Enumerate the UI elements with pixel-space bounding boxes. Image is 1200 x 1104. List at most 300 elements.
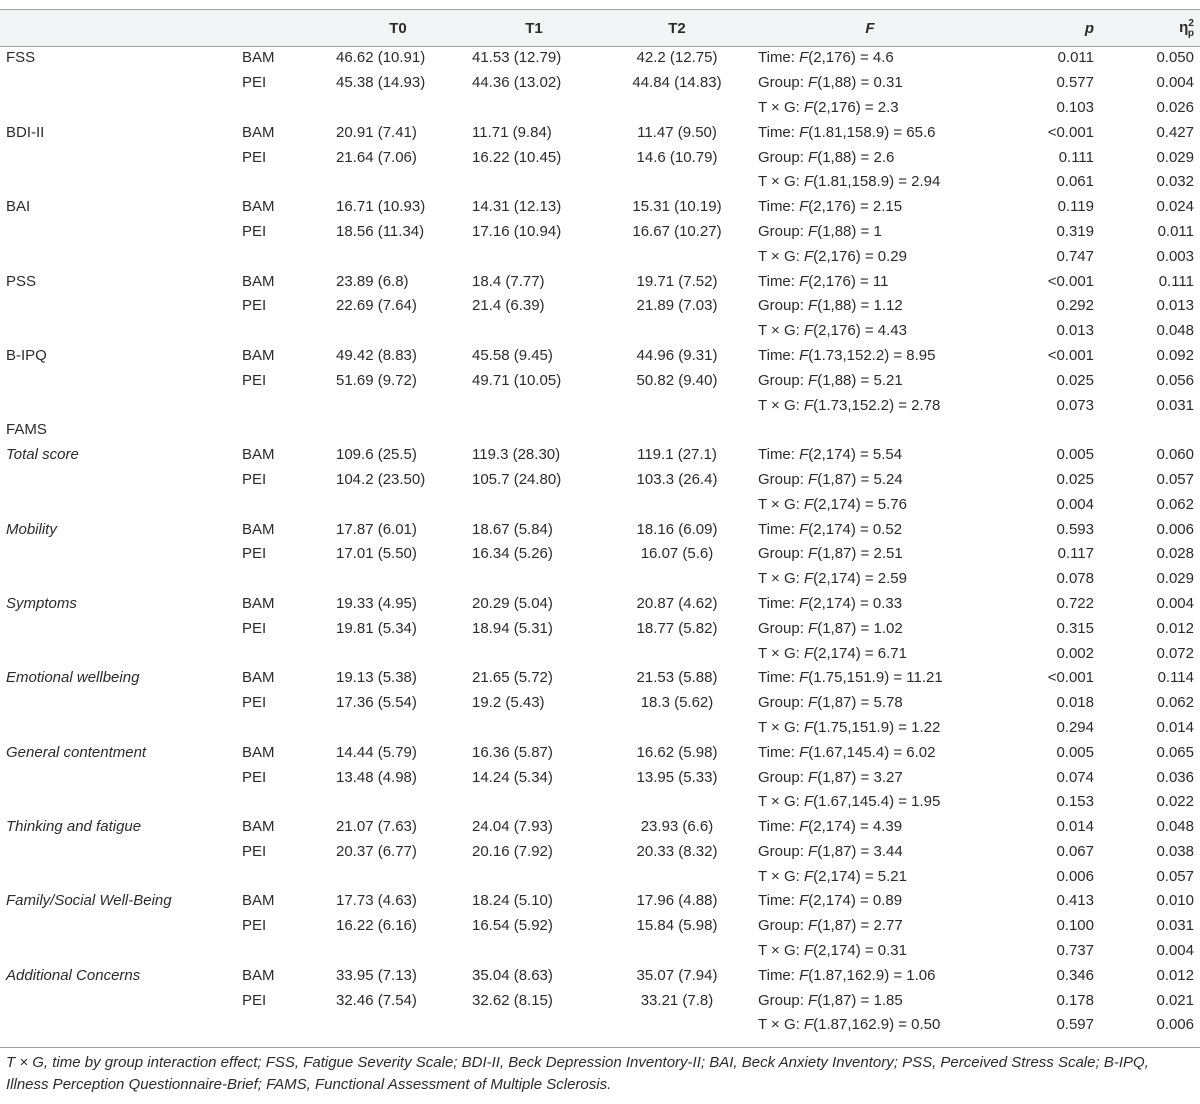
f-label: Group: — [758, 917, 809, 935]
cell-t2: 16.62 (5.98) — [636, 743, 718, 761]
cell-measure: General contentment — [6, 743, 147, 761]
cell-t1 — [466, 790, 602, 815]
cell-f — [752, 914, 988, 939]
table-bottom-rule — [0, 1047, 1200, 1048]
cell-measure — [0, 468, 236, 493]
cell-measure — [0, 145, 236, 170]
f-label: Group: — [758, 222, 809, 240]
cell-group: PEI — [242, 768, 267, 786]
cell-eta: 0.024 — [1156, 198, 1194, 216]
table-row — [0, 616, 1200, 641]
cell-eta: 0.012 — [1156, 619, 1194, 637]
cell-t1: 45.58 (9.45) — [472, 346, 553, 364]
cell-measure: Emotional wellbeing — [6, 669, 140, 687]
cell-p: 0.737 — [1056, 942, 1094, 960]
cell-group: PEI — [242, 842, 267, 860]
cell-f — [752, 393, 988, 418]
cell-measure — [0, 914, 236, 939]
cell-t2 — [602, 170, 752, 195]
cell-t2: 15.84 (5.98) — [636, 917, 718, 935]
cell-t1: 16.36 (5.87) — [472, 743, 553, 761]
cell-eta: 0.092 — [1156, 346, 1194, 364]
cell-group: PEI — [242, 694, 267, 712]
f-stat: F — [799, 272, 809, 290]
f-label: Time: — [758, 272, 800, 290]
cell-t0: 16.71 (10.93) — [336, 198, 426, 216]
f-label: Group: — [758, 991, 809, 1009]
f-args: (1.87,162.9) = 0.50 — [813, 1016, 941, 1034]
cell-p: 0.013 — [1056, 322, 1094, 340]
cell-t1: 105.7 (24.80) — [472, 470, 562, 488]
f-label: Group: — [758, 619, 809, 637]
cell-t1: 18.67 (5.84) — [472, 520, 553, 538]
f-stat: F — [804, 718, 814, 736]
f-label: Group: — [758, 371, 809, 389]
cell-eta: 0.114 — [1157, 669, 1194, 687]
f-stat: F — [804, 1016, 814, 1034]
cell-t0 — [330, 319, 466, 344]
f-args: (2,176) = 2.15 — [808, 198, 903, 216]
f-label: Group: — [758, 297, 809, 315]
cell-f — [752, 864, 988, 889]
cell-p: 0.014 — [1056, 818, 1094, 836]
eta-letter: η — [1179, 18, 1189, 36]
cell-group — [236, 492, 330, 517]
cell-group — [236, 939, 330, 964]
cell-eta: 0.111 — [1158, 272, 1194, 290]
cell-measure — [0, 567, 236, 592]
cell-t2 — [602, 492, 752, 517]
f-args: (1.81,158.9) = 65.6 — [808, 123, 936, 141]
cell-t2: 50.82 (9.40) — [636, 371, 718, 389]
cell-eta: 0.006 — [1156, 1016, 1194, 1034]
cell-t2: 14.6 (10.79) — [636, 148, 718, 166]
f-label: Time: — [758, 123, 800, 141]
cell-group: BAM — [242, 594, 275, 612]
table-row — [0, 344, 1200, 369]
cell-t2: 35.07 (7.94) — [636, 966, 718, 984]
cell-eta: 0.036 — [1156, 768, 1194, 786]
cell-t0: 20.37 (6.77) — [336, 842, 417, 860]
cell-t0 — [330, 864, 466, 889]
cell-t0: 21.07 (7.63) — [336, 818, 417, 836]
header-t0: T0 — [389, 19, 407, 37]
cell-p: 0.025 — [1056, 470, 1094, 488]
f-stat: F — [799, 892, 809, 910]
cell-t1 — [466, 393, 602, 418]
cell-eta: 0.072 — [1156, 644, 1194, 662]
f-label: Group: — [758, 545, 809, 563]
cell-group — [236, 641, 330, 666]
table-row — [0, 195, 1200, 220]
cell-f — [752, 666, 988, 691]
cell-t1 — [466, 641, 602, 666]
cell-group: PEI — [242, 470, 267, 488]
cell-eta: 0.014 — [1156, 718, 1194, 736]
cell-eta: 0.026 — [1156, 98, 1194, 116]
cell-t1 — [466, 1013, 602, 1038]
f-label: T × G: — [758, 322, 804, 340]
cell-t2: 103.3 (26.4) — [636, 470, 718, 488]
cell-p: <0.001 — [1047, 346, 1094, 364]
header-eta — [1100, 10, 1200, 46]
cell-t1: 49.71 (10.05) — [472, 371, 562, 389]
cell-f — [752, 170, 988, 195]
cell-p: 0.004 — [1056, 495, 1094, 513]
f-stat: F — [804, 495, 814, 513]
cell-group: PEI — [242, 545, 267, 563]
cell-measure: Additional Concerns — [6, 966, 141, 984]
cell-p: 0.078 — [1056, 570, 1094, 588]
header-t2: T2 — [668, 19, 686, 37]
table-body — [0, 46, 1200, 1038]
cell-measure: PSS — [6, 272, 37, 290]
f-label: T × G: — [758, 173, 804, 191]
cell-measure — [0, 319, 236, 344]
f-label: Time: — [758, 446, 800, 464]
table-row — [0, 592, 1200, 617]
f-args: (2,174) = 0.31 — [813, 942, 907, 960]
header-rule — [0, 46, 1200, 47]
cell-p: 0.722 — [1056, 594, 1094, 612]
f-label: T × G: — [758, 1016, 804, 1034]
cell-p: 0.011 — [1057, 49, 1094, 67]
f-label: Group: — [758, 694, 809, 712]
cell-t0 — [330, 641, 466, 666]
cell-f — [752, 567, 988, 592]
cell-f — [752, 368, 988, 393]
cell-p: 0.119 — [1057, 198, 1094, 216]
f-stat: F — [799, 446, 809, 464]
table-row — [0, 815, 1200, 840]
results-table — [0, 10, 1200, 1038]
cell-p: 0.018 — [1056, 694, 1094, 712]
cell-t0 — [330, 170, 466, 195]
cell-p: <0.001 — [1047, 669, 1094, 687]
cell-group: PEI — [242, 371, 267, 389]
table-row — [0, 120, 1200, 145]
f-args: (2,174) = 0.89 — [808, 892, 903, 910]
table-row — [0, 46, 1200, 71]
f-stat: F — [808, 148, 818, 166]
f-args: (1.87,162.9) = 1.06 — [808, 966, 936, 984]
f-args: (2,176) = 2.3 — [813, 98, 899, 116]
cell-group: PEI — [242, 222, 267, 240]
cell-group: PEI — [242, 297, 267, 315]
cell-t0 — [330, 244, 466, 269]
cell-p: 0.006 — [1056, 867, 1094, 885]
cell-f — [752, 468, 988, 493]
cell-f — [752, 492, 988, 517]
eta-symbol — [1179, 17, 1194, 39]
cell-t1: 21.4 (6.39) — [472, 297, 545, 315]
cell-p: 0.597 — [1056, 1016, 1094, 1034]
cell-f — [752, 740, 988, 765]
f-args: (2,174) = 0.52 — [808, 520, 903, 538]
f-args: (1,87) = 1.02 — [817, 619, 903, 637]
f-stat: F — [808, 371, 818, 389]
cell-eta: 0.011 — [1157, 222, 1194, 240]
cell-f — [752, 120, 988, 145]
cell-p: 0.117 — [1057, 545, 1094, 563]
cell-group: BAM — [242, 520, 275, 538]
table-row — [0, 567, 1200, 592]
cell-group: BAM — [242, 198, 275, 216]
cell-f — [752, 319, 988, 344]
f-stat: F — [799, 520, 809, 538]
cell-measure — [0, 939, 236, 964]
cell-measure — [0, 716, 236, 741]
table-row — [0, 691, 1200, 716]
eta-sup: 2 — [1188, 17, 1194, 29]
cell-group — [236, 864, 330, 889]
cell-t2: 20.87 (4.62) — [636, 594, 718, 612]
f-args: (2,176) = 4.43 — [813, 322, 907, 340]
cell-eta: 0.021 — [1156, 991, 1194, 1009]
cell-measure — [0, 393, 236, 418]
cell-measure: BDI-II — [6, 123, 45, 141]
cell-measure — [0, 294, 236, 319]
f-args: (1.67,145.4) = 1.95 — [813, 793, 941, 811]
cell-t2 — [602, 96, 752, 121]
cell-measure: FSS — [6, 49, 36, 67]
cell-measure: Mobility — [6, 520, 57, 538]
cell-eta: 0.050 — [1156, 49, 1194, 67]
cell-t0: 16.22 (6.16) — [336, 917, 417, 935]
cell-f — [752, 889, 988, 914]
table-row — [0, 294, 1200, 319]
cell-t0 — [330, 418, 466, 443]
cell-eta: 0.057 — [1156, 470, 1194, 488]
f-args: (1,88) = 5.21 — [817, 371, 903, 389]
f-label: T × G: — [758, 942, 804, 960]
f-label: T × G: — [758, 793, 804, 811]
cell-f — [752, 691, 988, 716]
cell-eta: 0.013 — [1156, 297, 1194, 315]
f-label: Time: — [758, 669, 800, 687]
cell-eta: 0.032 — [1156, 173, 1194, 191]
cell-measure — [0, 641, 236, 666]
cell-f — [752, 244, 988, 269]
header-t1: T1 — [525, 19, 543, 37]
cell-t0: 19.13 (5.38) — [336, 669, 417, 687]
f-label: Time: — [758, 198, 800, 216]
cell-t2: 23.93 (6.6) — [640, 818, 714, 836]
cell-measure — [0, 492, 236, 517]
table-row — [0, 765, 1200, 790]
cell-t1 — [466, 170, 602, 195]
cell-t0: 23.89 (6.8) — [336, 272, 409, 290]
cell-eta: 0.029 — [1156, 570, 1194, 588]
f-stat: F — [799, 49, 809, 67]
cell-t2: 18.77 (5.82) — [636, 619, 718, 637]
cell-t1: 21.65 (5.72) — [472, 669, 553, 687]
cell-eta: 0.048 — [1156, 818, 1194, 836]
f-stat: F — [804, 247, 814, 265]
cell-t1: 17.16 (10.94) — [472, 222, 562, 240]
table-row — [0, 269, 1200, 294]
cell-group — [236, 418, 330, 443]
header-measure — [0, 10, 236, 46]
cell-t2 — [602, 418, 752, 443]
cell-t0: 32.46 (7.54) — [336, 991, 417, 1009]
f-label: T × G: — [758, 644, 804, 662]
f-stat: F — [808, 222, 818, 240]
cell-t1 — [466, 939, 602, 964]
cell-t1 — [466, 96, 602, 121]
f-stat: F — [799, 198, 809, 216]
cell-eta: 0.006 — [1156, 520, 1194, 538]
cell-group — [236, 1013, 330, 1038]
table-row — [0, 740, 1200, 765]
cell-t0: 14.44 (5.79) — [336, 743, 417, 761]
table-row — [0, 468, 1200, 493]
f-stat: F — [808, 470, 818, 488]
table-row — [0, 889, 1200, 914]
cell-eta: 0.031 — [1156, 917, 1194, 935]
cell-measure — [0, 542, 236, 567]
f-stat: F — [799, 123, 809, 141]
cell-eta: 0.028 — [1156, 545, 1194, 563]
cell-t2: 33.21 (7.8) — [640, 991, 714, 1009]
table-row — [0, 145, 1200, 170]
cell-p: 0.005 — [1056, 446, 1094, 464]
cell-f — [752, 988, 988, 1013]
f-stat: F — [808, 545, 818, 563]
f-args: (2,174) = 2.59 — [813, 570, 907, 588]
cell-p: 0.315 — [1056, 619, 1094, 637]
cell-t1 — [466, 244, 602, 269]
cell-measure — [0, 840, 236, 865]
cell-group: BAM — [242, 669, 275, 687]
f-stat: F — [799, 743, 809, 761]
f-args: (1,87) = 2.51 — [817, 545, 903, 563]
cell-t2: 21.53 (5.88) — [636, 669, 718, 687]
cell-group: PEI — [242, 74, 267, 92]
cell-p: <0.001 — [1047, 123, 1094, 141]
cell-p: 0.747 — [1056, 247, 1094, 265]
table-row — [0, 1013, 1200, 1038]
cell-f — [752, 344, 988, 369]
table-footnote: T × G, time by group interaction effect; FSS, Fatigue Severity Scale; BDI-II, Beck Depression Inventory-II; BAI, Beck Anxiety Inventory; PSS, Perceived Stress Scale; B-IPQ, Illness Perception Questionnaire-Brief; FAMS, Functional Assessment of Multiple Sclerosis. — [6, 1054, 1149, 1093]
cell-group: BAM — [242, 966, 275, 984]
cell-t1 — [466, 864, 602, 889]
table-row — [0, 170, 1200, 195]
cell-measure — [0, 71, 236, 96]
cell-eta: 0.003 — [1156, 247, 1194, 265]
f-label: Time: — [758, 966, 800, 984]
eta-sub: p — [1187, 27, 1194, 39]
cell-measure: BAI — [6, 198, 31, 216]
cell-eta: 0.022 — [1156, 793, 1194, 811]
table-row — [0, 988, 1200, 1013]
header-f: F — [865, 19, 875, 37]
cell-t2: 42.2 (12.75) — [636, 49, 718, 67]
f-stat: F — [804, 644, 814, 662]
table-row — [0, 319, 1200, 344]
cell-measure — [0, 691, 236, 716]
cell-group: BAM — [242, 123, 275, 141]
cell-t0: 104.2 (23.50) — [336, 470, 426, 488]
cell-t0: 17.36 (5.54) — [336, 694, 417, 712]
cell-group: BAM — [242, 743, 275, 761]
cell-t0 — [330, 96, 466, 121]
table-row — [0, 71, 1200, 96]
f-args: (1,88) = 0.31 — [817, 74, 903, 92]
cell-t2 — [602, 939, 752, 964]
table-row — [0, 517, 1200, 542]
cell-group — [236, 567, 330, 592]
f-stat: F — [804, 867, 814, 885]
cell-group — [236, 170, 330, 195]
cell-t2: 119.1 (27.1) — [637, 446, 717, 464]
cell-t0: 17.73 (4.63) — [336, 892, 417, 910]
f-stat: F — [799, 669, 809, 687]
cell-measure — [0, 1013, 236, 1038]
cell-group: BAM — [242, 892, 275, 910]
f-label: Group: — [758, 842, 809, 860]
table-row — [0, 641, 1200, 666]
cell-t2 — [602, 319, 752, 344]
f-label: Time: — [758, 743, 800, 761]
cell-measure: Symptoms — [6, 594, 77, 612]
cell-eta: 0.048 — [1156, 322, 1194, 340]
f-args: (1.75,151.9) = 11.21 — [808, 669, 943, 687]
cell-t0 — [330, 716, 466, 741]
cell-t2: 16.07 (5.6) — [640, 545, 714, 563]
cell-eta: 0.062 — [1156, 694, 1194, 712]
cell-measure — [0, 170, 236, 195]
table-row — [0, 914, 1200, 939]
cell-measure: Thinking and fatigue — [6, 818, 142, 836]
cell-t1: 20.29 (5.04) — [472, 594, 553, 612]
f-args: (2,174) = 0.33 — [808, 594, 903, 612]
cell-p: 0.319 — [1056, 222, 1094, 240]
f-args: (2,176) = 4.6 — [808, 49, 894, 67]
f-label: T × G: — [758, 98, 804, 116]
f-label: Group: — [758, 74, 809, 92]
f-label: T × G: — [758, 247, 804, 265]
f-stat: F — [808, 694, 818, 712]
cell-group: BAM — [242, 272, 275, 290]
cell-p: 0.073 — [1056, 396, 1094, 414]
cell-eta: 0.004 — [1156, 594, 1194, 612]
cell-t1: 14.31 (12.13) — [472, 198, 562, 216]
f-stat: F — [804, 98, 814, 116]
cell-t2: 13.95 (5.33) — [636, 768, 718, 786]
cell-t1: 41.53 (12.79) — [472, 49, 562, 67]
cell-t0: 33.95 (7.13) — [336, 966, 417, 984]
cell-t2 — [602, 716, 752, 741]
table-row — [0, 418, 1200, 443]
header-group — [236, 10, 330, 46]
cell-measure — [0, 244, 236, 269]
f-args: (1.81,158.9) = 2.94 — [813, 173, 941, 191]
cell-p: 0.577 — [1056, 74, 1094, 92]
cell-t2 — [602, 244, 752, 269]
f-label: T × G: — [758, 396, 804, 414]
cell-t0: 19.33 (4.95) — [336, 594, 417, 612]
cell-f — [752, 939, 988, 964]
cell-t0: 49.42 (8.83) — [336, 346, 417, 364]
cell-measure: B-IPQ — [6, 346, 47, 364]
f-args: (1,87) = 3.44 — [817, 842, 903, 860]
f-args: (2,174) = 5.54 — [808, 446, 903, 464]
cell-measure — [0, 790, 236, 815]
cell-t2: 16.67 (10.27) — [632, 222, 722, 240]
f-args: (1,87) = 2.77 — [817, 917, 903, 935]
cell-t0: 21.64 (7.06) — [336, 148, 417, 166]
